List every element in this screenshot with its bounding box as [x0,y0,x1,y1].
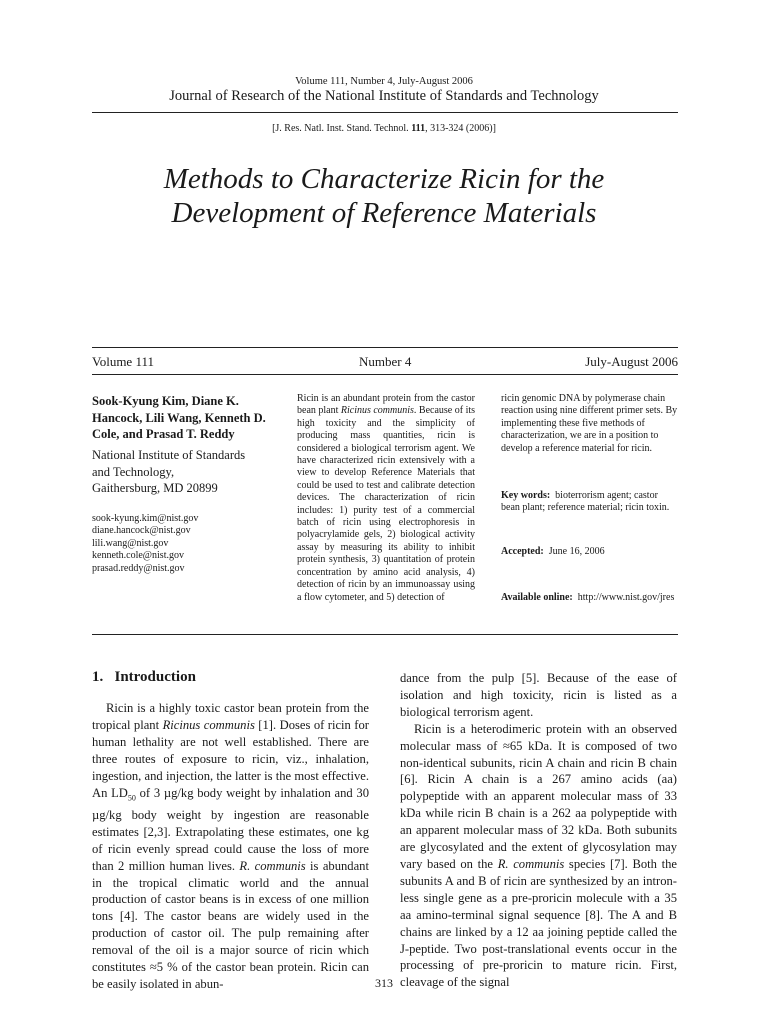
issue-date: July-August 2006 [585,354,678,369]
paragraph: dance from the pulp [5]. Because of the ease of isolation and high toxicity, ricin is listed as a biological terrorism agent. [400,671,677,719]
issue-row [92,354,678,370]
available-label: Available online: [501,592,573,603]
accepted-date: Accepted: June 16, 2006 [501,546,605,557]
email-link[interactable]: sook-kyung.kim@nist.gov [92,513,199,524]
keywords: Key words: bioterrorism agent; castor bean plant; reference material; ricin toxin. [501,490,670,514]
abstract-continued: ricin genomic DNA by polymerase chain reaction using nine different primer sets. By implementing these five methods of characterization, we are in a position to develop a reference material for ricin. [501,393,678,454]
journal-url-link[interactable]: http://www.nist.gov/jres [577,592,675,603]
email-link[interactable]: lili.wang@nist.gov [92,537,169,549]
citation: [J. Res. Natl. Inst. Stand. Technol. 111, 313-324 (2006)] [272,123,496,134]
issue-rule-bottom [92,374,678,375]
article-title [0,162,768,230]
paragraph: Ricin is a highly toxic castor bean protein from the tropical plant Ricinus communis [1]. Doses of ricin for human lethality are not well established. There are three routes of exposure to ricin, viz., inhalation, ingestion, and injection, the latter is the most effective. An $LD_{50}$ of 3 µg/kg body weight by inhalation and 30 µg/kg body weight by ingestion are reasonable estimates [2,3]. Extrapolating these estimates, one kg of ricin evenly spread could cause the loss of more than 2 million human lives. R. communis is abundant in the tropical climatic world and the annual production of castor beans is in excess of one million tons [4]. The castor beans are widely used in the production of castor oil. The pulp remaining after removal of the oil is a major source of ricin which constitutes ≈5 % of the castor bean protein. Ricin can be easily isolated in abun- [92,701,370,992]
email-link[interactable]: prasad.reddy@nist.gov [92,562,185,574]
keywords-label: Key words: [501,490,551,501]
volume-line: Volume 111, Number 4, July-August 2006 [295,76,473,87]
journal-name: Journal of Research of the National Institute of Standards and Technology [169,88,599,104]
title-line-2: Development of Reference Materials [171,197,597,229]
body-column-right [400,670,677,991]
author-emails [92,513,267,575]
header-rule [92,112,678,113]
issue-number: Number 4 [359,354,412,369]
section-heading: 1. Introduction [92,669,196,685]
author-list: Sook-Kyung Kim, Diane K. Hancock, Lili Wang, Kenneth D. Cole, and Prasad T. Reddy [92,394,266,441]
body-column-left [92,700,369,993]
title-line-1: Methods to Characterize Ricin for the [163,163,605,195]
citation-volume: 111 [411,123,426,134]
email-link[interactable]: kenneth.cole@nist.gov [92,550,184,562]
issue-volume: Volume 111 [92,354,154,369]
email-link[interactable]: diane.hancock@nist.gov [92,525,191,537]
abstract-rule-bottom [92,634,678,635]
page-number: 313 [375,976,393,990]
accepted-label: Accepted: [501,546,544,557]
issue-rule-top [92,347,678,348]
abstract-text: Ricin is an abundant protein from the castor bean plant Ricinus communis. Because of its high toxicity and the simplicity of producing mass quantities, ricin is considered a biological terrorism agent. We have characterized ricin extensively with a view to develop Reference Materials that could be used to test and calibrate detection devices. The characterization of ricin includes: 1) purity test of a commercial batch of ricin using electrophoresis in polyacrylamide gels, 2) biological activity assay by measuring its ability to inhibit protein synthesis, 3) quantitation of protein concentration by amino acid analysis, 4) detection of ricin by an immunoassay using a flow cytometer, and 5) detection of [297,393,476,603]
species-name: Ricinus communis [340,405,414,417]
paragraph: Ricin is a heterodimeric protein with an observed molecular mass of ≈65 kDa. It is composed of two non-identical subunits, ricin A chain and ricin B chain [6]. Ricin A chain is a 267 amino acids (aa) polypeptide with an apparent molecular mass of 33 kDa while ricin B chain is a 262 aa polypeptide with an apparent molecular mass of 32 kDa. Both subunits are glycosylated and the extent of glycosylation may vary based on the R. communis species [7]. Both the subunits A and B of ricin are synthesized by an intron-less single gene as a pre-proricin molecule with a 35 aa amino-terminal signal sequence [8]. The A and B chains are linked by a 12 aa joining peptide called the J-peptide. Two post-translational events occur in the processing of pre-proricin to mature ricin. First, cleavage of the signal [400,721,677,990]
available-online [501,592,679,603]
affiliation: National Institute of Standards and Technology, Gaithersburg, MD 20899 [92,448,246,495]
